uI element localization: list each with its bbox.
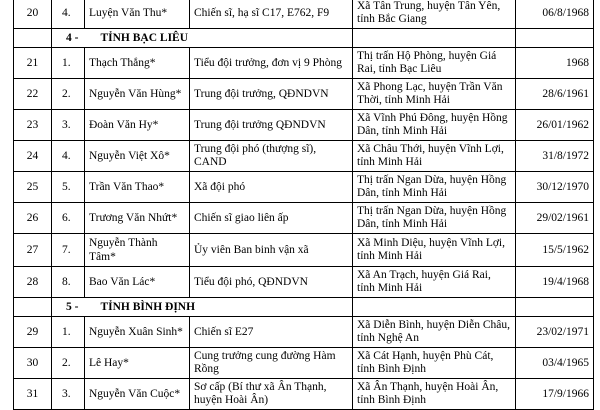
table-row	[14, 79, 594, 110]
section-title: TỈNH BÌNH ĐỊNH	[100, 301, 196, 313]
row-address: Xã An Trạch, huyện Giá Rai, tỉnh Minh Hải	[353, 267, 516, 298]
section-header-row	[14, 29, 594, 48]
table-row	[14, 141, 594, 172]
row-sub-index: 1.	[52, 317, 85, 348]
row-sub-index: 3.	[52, 110, 85, 141]
row-index: 27	[14, 234, 52, 267]
row-index: 28	[14, 267, 52, 298]
row-index: 24	[14, 141, 52, 172]
row-name: Nguyễn Văn Cuộc*	[85, 379, 190, 410]
row-sub-index: 7.	[52, 234, 85, 267]
honoree-table	[13, 0, 594, 410]
row-index: 29	[14, 317, 52, 348]
row-sub-index: 6.	[52, 203, 85, 234]
table-row	[14, 110, 594, 141]
table-row	[14, 203, 594, 234]
row-address: Xã Vĩnh Phú Đông, huyện Hồng Dân, tỉnh Minh Hải	[353, 110, 516, 141]
row-sub-index: 5.	[52, 172, 85, 203]
row-date: 15/5/1962	[516, 234, 594, 267]
section-number: 5 -	[66, 301, 79, 313]
row-name: Nguyễn Xuân Sinh*	[85, 317, 190, 348]
row-address: Thị trấn Hộ Phòng, huyện Giá Rai, tỉnh Bạc Liêu	[353, 48, 516, 79]
table-row	[14, 48, 594, 79]
table-row	[14, 379, 594, 410]
section-heading	[52, 298, 353, 317]
row-index: 21	[14, 48, 52, 79]
row-index: 20	[14, 0, 52, 29]
row-name: Nguyễn Văn Hùng*	[85, 79, 190, 110]
section-stt-cell	[14, 298, 52, 317]
row-sub-index: 2.	[52, 348, 85, 379]
table-row	[14, 172, 594, 203]
table-row	[14, 317, 594, 348]
row-position: Sơ cấp (Bí thư xã Ân Thạnh, huyện Hoài Ân)	[190, 379, 353, 410]
row-index: 30	[14, 348, 52, 379]
row-address: Xã Phong Lạc, huyện Trần Văn Thời, tỉnh Minh Hải	[353, 79, 516, 110]
table-body	[14, 0, 594, 410]
table-row	[14, 267, 594, 298]
row-position: Tiểu đội phó, QĐNDVN	[190, 267, 353, 298]
row-address: Xã Châu Thới, huyện Vĩnh Lợi, tỉnh Minh Hải	[353, 141, 516, 172]
row-position: Ủy viên Ban binh vận xã	[190, 234, 353, 267]
row-name: Nguyễn Thành Tâm*	[85, 234, 190, 267]
row-date: 29/02/1961	[516, 203, 594, 234]
row-name: Bao Văn Lác*	[85, 267, 190, 298]
row-sub-index: 3.	[52, 379, 85, 410]
section-date-cell	[516, 298, 594, 317]
row-date: 31/8/1972	[516, 141, 594, 172]
row-date: 28/6/1961	[516, 79, 594, 110]
row-position: Trung đội trưởng, QĐNDVN	[190, 79, 353, 110]
row-date: 30/12/1970	[516, 172, 594, 203]
table-row	[14, 0, 594, 29]
row-sub-index: 2.	[52, 79, 85, 110]
row-address: Xã Diễn Bình, huyện Diễn Châu, tỉnh Nghệ An	[353, 317, 516, 348]
table-row	[14, 234, 594, 267]
section-number: 4 -	[66, 32, 79, 44]
section-stt-cell	[14, 29, 52, 48]
section-date-cell	[516, 29, 594, 48]
row-date: 26/01/1962	[516, 110, 594, 141]
row-sub-index: 4.	[52, 0, 85, 29]
row-date: 03/4/1965	[516, 348, 594, 379]
row-address: Thị trấn Ngan Dừa, huyện Hồng Dân, tỉnh Minh Hải	[353, 172, 516, 203]
row-date: 23/02/1971	[516, 317, 594, 348]
row-name: Lê Hay*	[85, 348, 190, 379]
section-header-row	[14, 298, 594, 317]
section-addr-cell	[353, 29, 516, 48]
row-sub-index: 4.	[52, 141, 85, 172]
row-sub-index: 1.	[52, 48, 85, 79]
row-date: 17/9/1966	[516, 379, 594, 410]
row-position: Cung trưởng cung đường Hàm Rồng	[190, 348, 353, 379]
row-index: 22	[14, 79, 52, 110]
row-name: Trần Văn Thao*	[85, 172, 190, 203]
row-position: Trung đội phó (thượng sĩ), CAND	[190, 141, 353, 172]
row-date: 1968	[516, 48, 594, 79]
row-position: Chiến sĩ giao liên ấp	[190, 203, 353, 234]
row-name: Đoàn Văn Hy*	[85, 110, 190, 141]
row-position: Chiến sĩ E27	[190, 317, 353, 348]
row-address: Xã Tân Trung, huyện Tân Yên, tỉnh Bắc Giang	[353, 0, 516, 29]
section-heading	[52, 29, 353, 48]
row-name: Luyện Văn Thu*	[85, 0, 190, 29]
row-address: Xã Minh Diệu, huyện Vĩnh Lợi, tỉnh Minh Hải	[353, 234, 516, 267]
row-index: 25	[14, 172, 52, 203]
row-sub-index: 8.	[52, 267, 85, 298]
row-position: Xã đội phó	[190, 172, 353, 203]
row-address: Thị trấn Ngan Dừa, huyện Hồng Dân, tỉnh Minh Hải	[353, 203, 516, 234]
row-name: Trương Văn Nhứt*	[85, 203, 190, 234]
row-date: 06/8/1968	[516, 0, 594, 29]
row-position: Chiến sĩ, hạ sĩ C17, E762, F9	[190, 0, 353, 29]
row-address: Xã Ân Thạnh, huyện Hoài Ân, tỉnh Bình Định	[353, 379, 516, 410]
row-position: Tiểu đội trưởng, đơn vị 9 Phòng	[190, 48, 353, 79]
row-index: 31	[14, 379, 52, 410]
row-index: 26	[14, 203, 52, 234]
row-index: 23	[14, 110, 52, 141]
section-title: TỈNH BẠC LIÊU	[100, 32, 189, 44]
row-name: Nguyễn Việt Xô*	[85, 141, 190, 172]
row-position: Trung đội trưởng QĐNDVN	[190, 110, 353, 141]
row-date: 19/4/1968	[516, 267, 594, 298]
section-addr-cell	[353, 298, 516, 317]
row-address: Xã Cát Hạnh, huyện Phù Cát, tỉnh Bình Định	[353, 348, 516, 379]
table-row	[14, 348, 594, 379]
row-name: Thạch Thắng*	[85, 48, 190, 79]
